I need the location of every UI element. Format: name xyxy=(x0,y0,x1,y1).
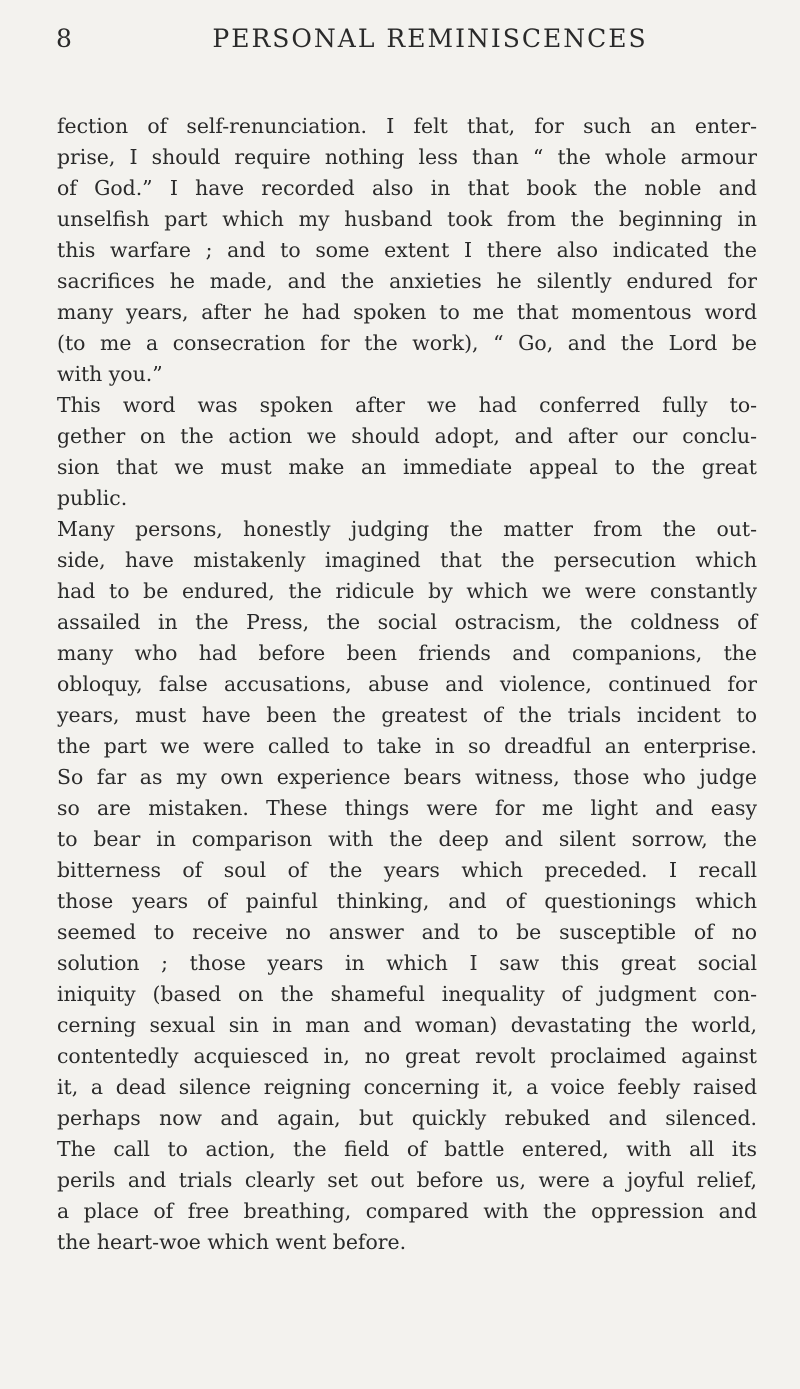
text-line: gether on the action we should adopt, and after our conclu- xyxy=(57,424,757,448)
text-line: a place of free breathing, compared with the oppression and xyxy=(57,1199,757,1223)
text-line: of God.” I have recorded also in that book the noble and xyxy=(57,176,757,200)
text-line: side, have mistakenly imagined that the persecution which xyxy=(57,548,757,572)
text-line: sacrifices he made, and the anxieties he silently endured for xyxy=(57,269,757,293)
text-line: This word was spoken after we had conferred fully to- xyxy=(57,393,757,417)
running-head xyxy=(0,24,800,64)
text-line: to bear in comparison with the deep and silent sorrow, the xyxy=(57,827,757,851)
text-line: So far as my own experience bears witness, those who judge xyxy=(57,765,757,789)
text-line: years, must have been the greatest of the trials incident to xyxy=(57,703,757,727)
text-line: iniquity (based on the shameful inequality of judgment con- xyxy=(57,982,757,1006)
text-line: with you.” xyxy=(57,362,163,386)
page-number: 8 xyxy=(56,24,73,53)
text-line: it, a dead silence reigning concerning it, a voice feebly raised xyxy=(57,1075,757,1099)
running-head-title: PERSONAL REMINISCENCES xyxy=(212,24,648,53)
text-line: The call to action, the field of battle entered, with all its xyxy=(57,1137,757,1161)
text-line: assailed in the Press, the social ostracism, the coldness of xyxy=(57,610,757,634)
text-line: fection of self-renunciation. I felt that, for such an enter- xyxy=(57,114,757,138)
text-line: bitterness of soul of the years which preceded. I recall xyxy=(57,858,757,882)
text-line: so are mistaken. These things were for me light and easy xyxy=(57,796,757,820)
text-line: (to me a consecration for the work), “ Go, and the Lord be xyxy=(57,331,757,355)
text-line: solution ; those years in which I saw this great social xyxy=(57,951,757,975)
text-line: many who had before been friends and companions, the xyxy=(57,641,757,665)
body-text xyxy=(57,111,757,1258)
text-line: unselfish part which my husband took from the beginning in xyxy=(57,207,757,231)
text-line: prise, I should require nothing less than “ the whole armour xyxy=(57,145,757,169)
text-line: many years, after he had spoken to me that momentous word xyxy=(57,300,757,324)
text-line: public. xyxy=(57,486,128,510)
text-line: those years of painful thinking, and of questionings which xyxy=(57,889,757,913)
text-line: the heart-woe which went before. xyxy=(57,1230,407,1254)
text-line: this warfare ; and to some extent I there also indicated the xyxy=(57,238,757,262)
text-line: contentedly acquiesced in, no great revolt proclaimed against xyxy=(57,1044,757,1068)
text-line: Many persons, honestly judging the matter from the out- xyxy=(57,517,757,541)
text-line: perils and trials clearly set out before us, were a joyful relief, xyxy=(57,1168,757,1192)
text-line: seemed to receive no answer and to be susceptible of no xyxy=(57,920,757,944)
text-line: obloquy, false accusations, abuse and violence, continued for xyxy=(57,672,757,696)
text-line: sion that we must make an immediate appeal to the great xyxy=(57,455,757,479)
text-line: cerning sexual sin in man and woman) devastating the world, xyxy=(57,1013,757,1037)
text-line: perhaps now and again, but quickly rebuked and silenced. xyxy=(57,1106,757,1130)
text-line: had to be endured, the ridicule by which we were constantly xyxy=(57,579,757,603)
text-line: the part we were called to take in so dreadful an enterprise. xyxy=(57,734,757,758)
